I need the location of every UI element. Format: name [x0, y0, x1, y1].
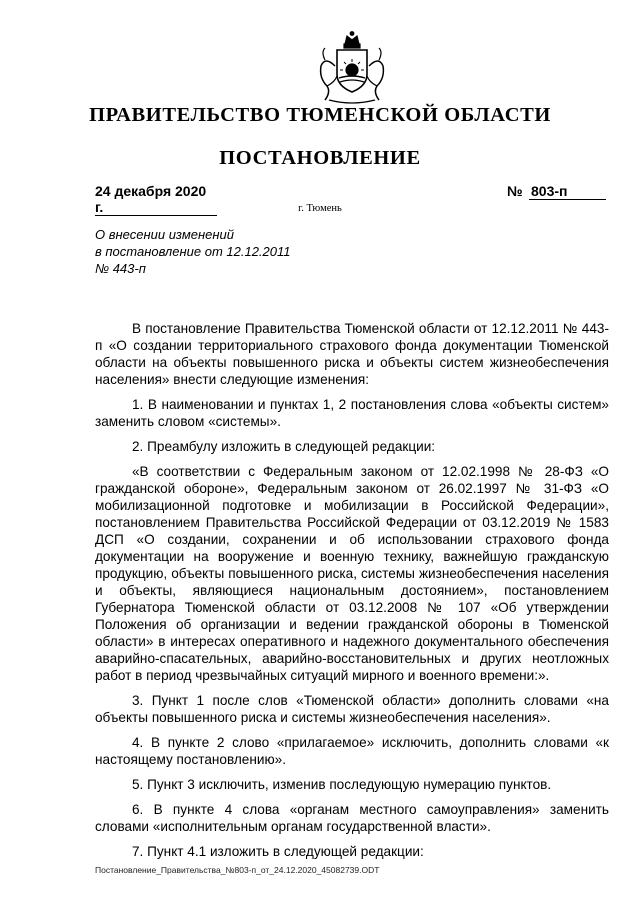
subject-line: № 443-п [95, 261, 146, 276]
document-subject [95, 226, 291, 277]
paragraph: 6. В пункте 4 слова «органам местного самоуправления» заменить словами «исполнительным органам государственной власти». [95, 802, 609, 834]
document-date: 24 декабря 2020 г. [95, 183, 217, 216]
government-title: ПРАВИТЕЛЬСТВО ТЮМЕНСКОЙ ОБЛАСТИ [89, 104, 551, 126]
subject-line: О внесении изменений [95, 227, 234, 242]
paragraph: 4. В пункте 2 слово «прилагаемое» исключить, дополнить словами «к настоящему постановлению». [95, 735, 609, 767]
paragraph: 5. Пункт 3 исключить, изменив последующую нумерацию пунктов. [132, 777, 552, 792]
file-name-footer: Постановление_Правительства_№803-п_от_24.12.2020_45082739.ODT [95, 865, 380, 875]
paragraph: 2. Преамбулу изложить в следующей редакции: [132, 439, 436, 454]
paragraph: 1. В наименовании и пунктах 1, 2 постановления слова «объекты систем» заменить словом «системы». [95, 397, 609, 429]
city: г. Тюмень [298, 203, 342, 214]
paragraph: 7. Пункт 4.1 изложить в следующей редакции: [132, 844, 424, 859]
document-body [95, 320, 609, 868]
paragraph: В постановление Правительства Тюменской области от 12.12.2011 № 443-п «О создании территориального страхового фонда документации Тюменской области на объекты повышенного риска и объекты систем жизнеобеспечения населения» внести следующие изменения: [95, 321, 609, 387]
tyumen-coat-of-arms-icon [295, 30, 409, 106]
paragraph: «В соответствии с Федеральным законом от 12.02.1998 № 28-ФЗ «О гражданской обороне», Федеральным законом от 26.02.1997 № 31-ФЗ «О мобилизационной подготовке и мобилизации в Российской Федерации», постановлением Правительства Российской Федерации от 03.12.2019 № 1583 ДСП «О создании, сохранении и об использовании страхового фонда документации на вооружение и военную технику, важнейшую гражданскую продукцию, объекты повышенного риска, системы жизнеобеспечения населения и объекты, являющиеся национальным достоянием», постановлением Губернатора Тюменской области от 03.12.2008 № 107 «Об утверждении Положения об организации и ведении гражданской обороны в Тюменской области» в интересах оперативного и надежного документального обеспечения аварийно-спасательных, аварийно-восстановительных и других неотложных работ в период чрезвычайных ситуаций мирного и военного времени:». [95, 464, 609, 683]
paragraph: 3. Пункт 1 после слов «Тюменской области» дополнить словами «на объекты повышенного риска и системы жизнеобеспечения населения». [95, 693, 609, 725]
document-number: 803-п [529, 183, 606, 200]
document-type: ПОСТАНОВЛЕНИЕ [219, 147, 421, 169]
number-label: № [507, 183, 523, 199]
subject-line: в постановление от 12.12.2011 [95, 244, 291, 259]
